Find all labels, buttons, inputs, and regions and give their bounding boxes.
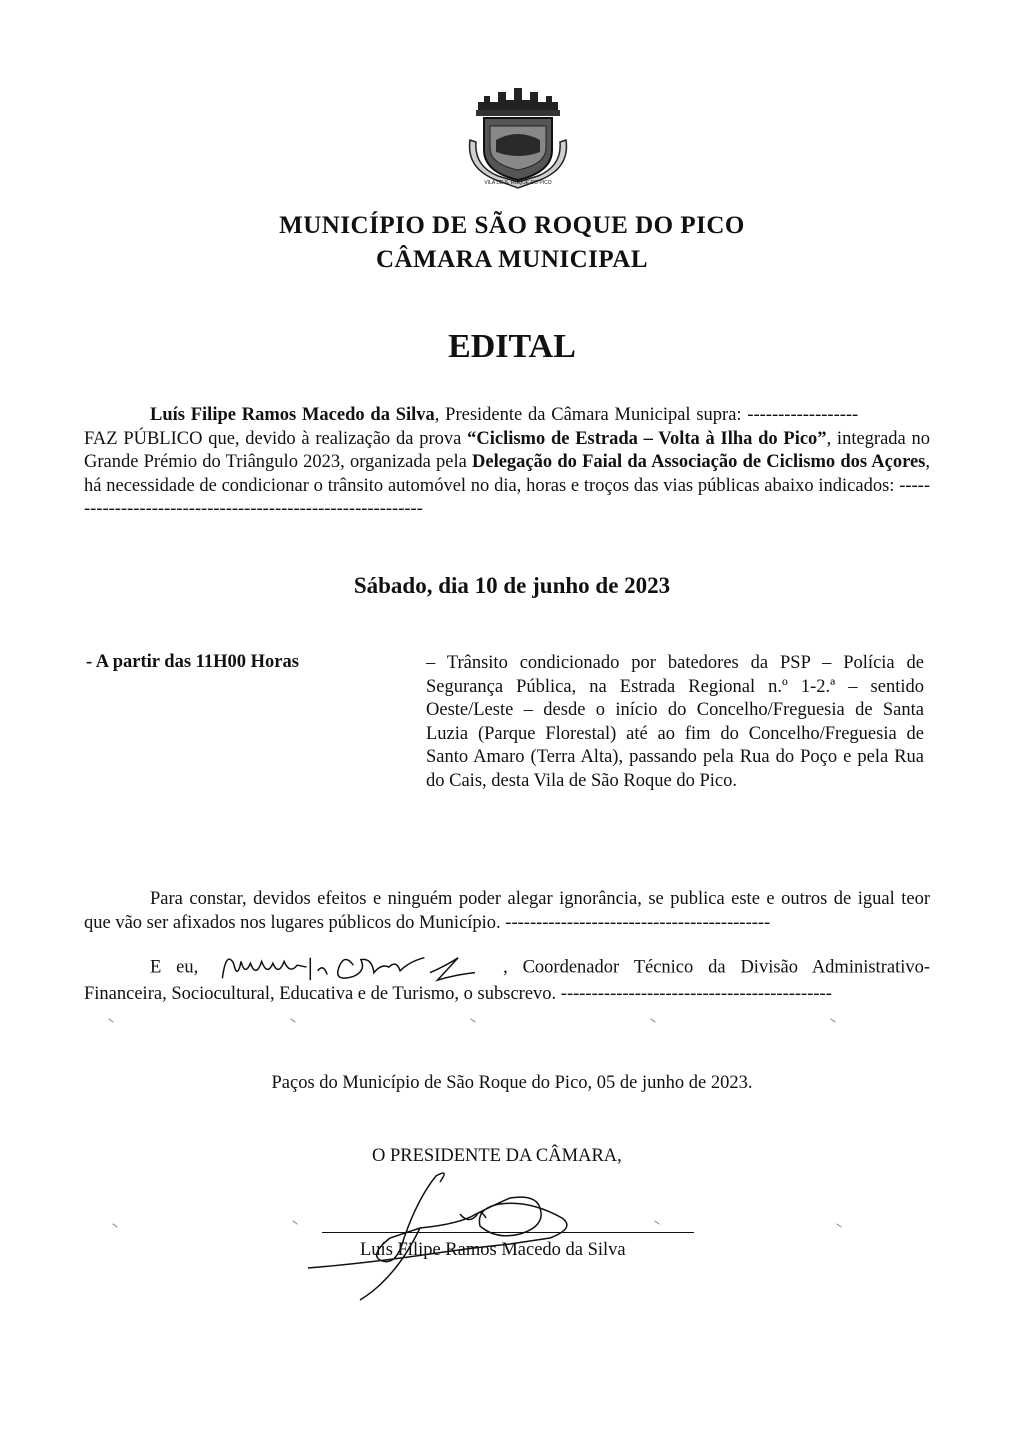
document-title: EDITAL bbox=[448, 328, 576, 365]
president-signature bbox=[300, 1168, 600, 1308]
president-name: Luís Filipe Ramos Macedo da Silva bbox=[150, 405, 435, 425]
publication-paragraph bbox=[84, 888, 930, 935]
subscriber-prefix: E eu, bbox=[150, 957, 199, 978]
organizer-name: Delegação do Faial da Associação de Ciclismo dos Açores bbox=[472, 452, 926, 472]
coordinator-signature bbox=[213, 953, 503, 983]
crest-motto: VILA DE S. ROQUE DO PICO bbox=[484, 180, 552, 186]
intro-paragraph bbox=[84, 404, 930, 522]
signature-title: O PRESIDENTE DA CÂMARA, bbox=[372, 1146, 622, 1166]
intro-text-2: , integrada no Grande Prémio do Triângulo 2023, organizada pela bbox=[84, 428, 930, 472]
municipal-crest bbox=[466, 80, 570, 192]
council-name: CÂMARA MUNICIPAL bbox=[375, 246, 649, 273]
subscriber-paragraph bbox=[84, 953, 930, 1007]
municipality-name: MUNICÍPIO DE SÃO ROQUE DO PICO bbox=[279, 212, 745, 239]
intro-text-1: FAZ PÚBLICO que, devido à realização da prova bbox=[84, 428, 468, 449]
time-label: - A partir das 11H00 Horas bbox=[86, 652, 299, 672]
subscriber-text: , Coordenador Técnico da Divisão Administrativo-Financeira, Sociocultural, Educativa e de Turismo, o subscrevo. -------------------------------------------- bbox=[84, 957, 931, 1004]
president-role: , Presidente da Câmara Municipal supra: ------------------ bbox=[434, 405, 859, 425]
president-printed-name: Luís Filipe Ramos Macedo da Silva bbox=[360, 1240, 626, 1260]
intro-text-3: , há necessidade de condicionar o trânsito automóvel no dia, horas e troços das vias públicas abaixo indicados: ------------------------------------------------------------ bbox=[84, 452, 930, 519]
place-and-date: Paços do Município de São Roque do Pico, 05 de junho de 2023. bbox=[271, 1073, 753, 1093]
publication-text: Para constar, devidos efeitos e ninguém poder alegar ignorância, se publica este e outros de igual teor que vão ser afixados nos lugares públicos do Município. ------------------------------------------- bbox=[84, 889, 930, 933]
traffic-description: – Trânsito condicionado por batedores da PSP – Polícia de Segurança Pública, na Estrada Regional n.º 1-2.ª – sentido Oeste/Leste – desde o início do Concelho/Freguesia de Santa Luzia (Parque Florestal) até ao fim do Concelho/Freguesia de Santo Amaro (Terra Alta), passando pela Rua do Poço e pela Rua do Cais, desta Vila de São Roque do Pico. bbox=[426, 653, 924, 791]
event-date: Sábado, dia 10 de junho de 2023 bbox=[353, 573, 671, 598]
event-name: “Ciclismo de Estrada – Volta à Ilha do Pico” bbox=[467, 428, 827, 449]
